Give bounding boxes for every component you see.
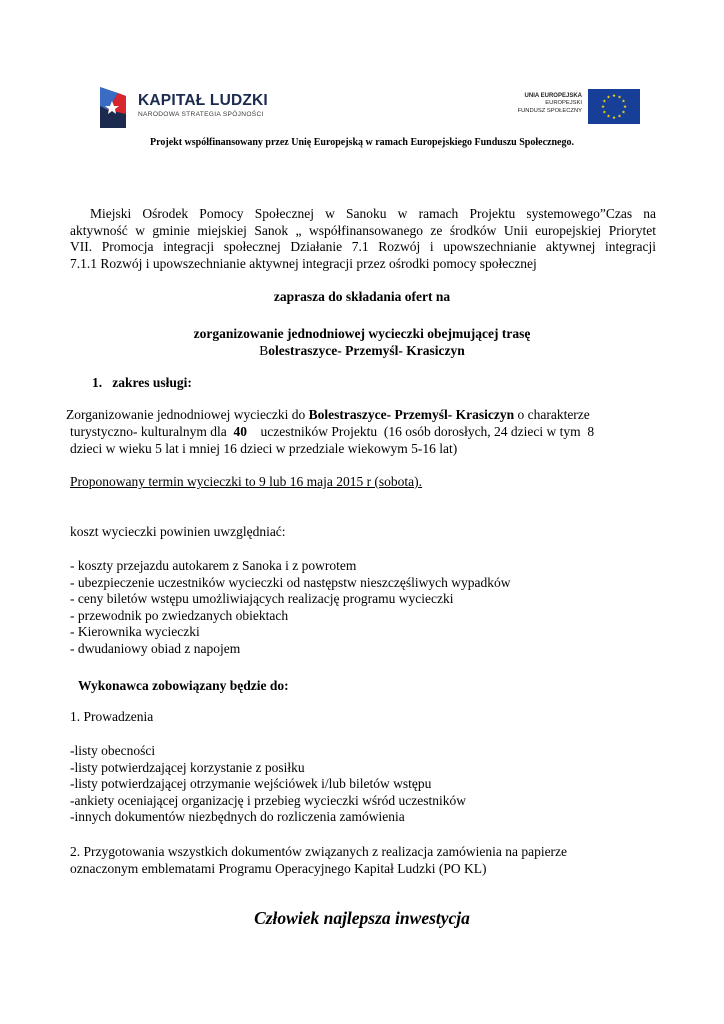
duty-2: [70, 844, 567, 877]
subject-line-1: zorganizowanie jednodniowej wycieczki obejmującej trasę: [193, 326, 531, 341]
motto: Człowiek najlepsza inwestycja: [254, 908, 470, 928]
eu-star-icon: ★: [611, 93, 617, 99]
eu-star-icon: ★: [600, 104, 606, 110]
eu-star-icon: ★: [622, 104, 628, 110]
duty-2-line: 2. Przygotowania wszystkich dokumentów związanych z realizacja zamówienia na papierze: [70, 844, 568, 859]
kapital-ludzki-logo: [98, 84, 268, 132]
eu-star-icon: ★: [617, 94, 622, 100]
cost-item: - ceny biletów wstępu umożliwiających realizację programu wycieczki: [70, 591, 454, 606]
duty-1-item: -listy potwierdzającej otrzymanie wejściówek i/lub biletów wstępu: [70, 776, 432, 791]
cost-item: - dwudaniowy obiad z napojem: [70, 640, 241, 656]
duty-1-item: -listy potwierdzającej korzystanie z posiłku: [70, 759, 305, 775]
intro-line: aktywność w gminie miejskiej Sanok „ współfinansowanego ze środków Unii europejskiej Priorytet: [70, 222, 656, 238]
contractor-heading: Wykonawca zobowiązany będzie do:: [78, 678, 289, 693]
cost-item: - przewodnik po zwiedzanych obiektach: [70, 607, 289, 623]
cost-list: [70, 558, 510, 657]
cost-item: - Kierownika wycieczki: [70, 624, 200, 639]
eu-star-icon: ★: [621, 109, 626, 115]
eu-logo-text: [518, 93, 582, 115]
participant-count: 40: [233, 424, 247, 439]
subject-line-2-prefix: B: [259, 343, 269, 358]
kapital-ludzki-subtitle: NARODOWA STRATEGIA SPÓJNOŚCI: [138, 111, 264, 118]
scope-destination: Bolestraszyce- Przemyśl- Krasiczyn: [308, 407, 515, 422]
cost-item: - koszty przejazdu autokarem z Sanoka i z powrotem: [70, 558, 357, 573]
section-1-title: zakres usługi:: [112, 375, 192, 390]
duty-1-item: -listy obecności: [70, 743, 156, 758]
eu-logo-line2: EUROPEJSKI: [545, 100, 582, 107]
intro-paragraph: [70, 206, 656, 272]
section-1-heading: [92, 375, 192, 392]
duty-1-heading: 1. Prowadzenia: [70, 709, 154, 724]
eu-star-icon: ★: [611, 115, 617, 121]
cofinance-note: Projekt współfinansowany przez Unię Europejską w ramach Europejskiego Funduszu Społecznego.: [150, 137, 574, 148]
eu-flag-icon: [588, 89, 640, 124]
intro-line: VII. Promocja integracji społecznej Działanie 7.1 Rozwój i upowszechnianie aktywnej integracji: [70, 239, 656, 254]
kapital-ludzki-symbol-icon: [98, 84, 128, 130]
invitation-heading: zaprasza do składania ofert na: [273, 289, 451, 304]
eu-logo: [508, 89, 640, 127]
intro-line: 7.1.1 Rozwój i upowszechnianie aktywnej integracji przez ośrodki pomocy społecznej: [70, 255, 537, 271]
eu-star-icon: ★: [602, 109, 607, 115]
scope-line-3: dzieci w wieku 5 lat i mniej 16 dzieci w przedziale wiekowym 5-16 lat): [70, 441, 458, 456]
subject-line-2-rest: olestraszyce- Przemyśl- Krasiczyn: [268, 343, 465, 358]
duty-1-item: -innych dokumentów niezbędnych do rozliczenia zamówienia: [70, 809, 405, 824]
cost-intro: koszt wycieczki powinien uwzględniać:: [70, 524, 286, 539]
scope-line-2-post: uczestników Projektu (16 osób dorosłych, 24 dzieci w tym 8: [246, 424, 595, 439]
eu-star-icon: ★: [602, 98, 607, 104]
eu-logo-line3: FUNDUSZ SPOŁECZNY: [517, 107, 582, 114]
eu-star-icon: ★: [617, 113, 622, 119]
eu-logo-line1: UNIA EUROPEJSKA: [524, 93, 582, 99]
kapital-ludzki-title: KAPITAŁ LUDZKI: [138, 92, 268, 109]
scope-line-1-post: o charakterze: [514, 407, 590, 422]
scope-line-2: [70, 424, 594, 441]
scope-line-1-pre: Zorganizowanie jednodniowej wycieczki do: [66, 407, 309, 422]
eu-star-icon: ★: [606, 113, 611, 119]
duty-1-list: [70, 743, 466, 826]
scope-line-2-pre: turystyczno- kulturalnym dla: [70, 424, 234, 439]
eu-star-icon: ★: [606, 94, 611, 100]
section-1-number: 1.: [92, 375, 103, 390]
scope-line-1: [66, 407, 590, 424]
subject-line-2: [0, 343, 724, 360]
cost-item: - ubezpieczenie uczestników wycieczki od następstw nieszczęśliwych wypadków: [70, 574, 511, 590]
duty-2-line: oznaczonym emblematami Programu Operacyjnego Kapitał Ludzki (PO KL): [70, 860, 487, 876]
duty-1-item: -ankiety oceniającej organizację i przebieg wycieczki wśród uczestników: [70, 792, 466, 808]
proposed-date: Proponowany termin wycieczki to 9 lub 16 maja 2015 r (sobota).: [70, 474, 423, 489]
intro-line: Miejski Ośrodek Pomocy Społecznej w Sanoku w ramach Projektu systemowego”Czas na: [90, 206, 656, 221]
eu-star-icon: ★: [621, 98, 626, 104]
